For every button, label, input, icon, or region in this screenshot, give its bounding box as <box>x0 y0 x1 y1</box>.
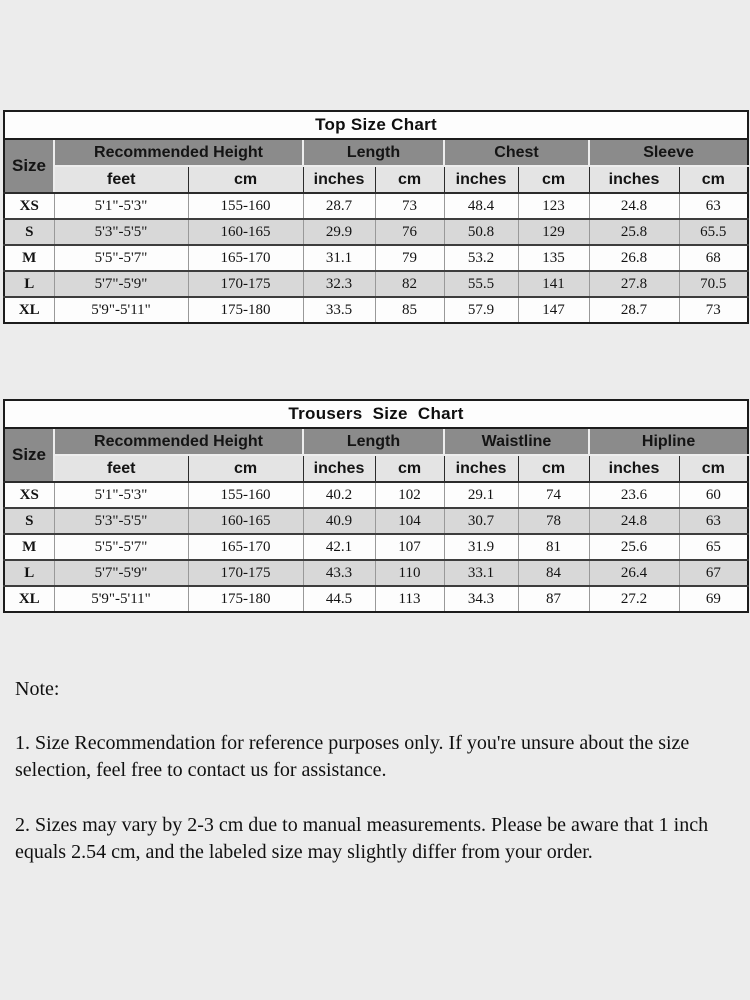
unit-header: cm <box>518 455 589 482</box>
table-cell: 5'3"-5'5" <box>54 219 188 245</box>
table-cell: 27.2 <box>589 586 679 612</box>
table-cell: 5'3"-5'5" <box>54 508 188 534</box>
table-row <box>4 245 748 271</box>
size-cell: L <box>4 560 54 586</box>
top-size-chart-table <box>3 110 749 324</box>
table-row <box>4 508 748 534</box>
table-cell: 165-170 <box>188 245 303 271</box>
table-title: Top Size Chart <box>4 111 748 139</box>
size-cell: S <box>4 508 54 534</box>
table-cell: 43.3 <box>303 560 375 586</box>
table-cell: 68 <box>679 245 748 271</box>
unit-header: inches <box>303 455 375 482</box>
table-cell: 33.5 <box>303 297 375 323</box>
table-cell: 60 <box>679 482 748 508</box>
group-header-chest: Chest <box>444 139 589 166</box>
size-cell: M <box>4 245 54 271</box>
size-cell: XL <box>4 297 54 323</box>
size-cell: M <box>4 534 54 560</box>
table-cell: 170-175 <box>188 271 303 297</box>
group-header-hipline: Hipline <box>589 428 748 455</box>
table-cell: 76 <box>375 219 444 245</box>
table-cell: 81 <box>518 534 589 560</box>
size-cell: XS <box>4 193 54 219</box>
table-cell: 129 <box>518 219 589 245</box>
unit-header: inches <box>589 455 679 482</box>
table-cell: 34.3 <box>444 586 518 612</box>
table-cell: 155-160 <box>188 482 303 508</box>
table-cell: 48.4 <box>444 193 518 219</box>
table-cell: 31.9 <box>444 534 518 560</box>
table-row <box>4 193 748 219</box>
size-column-header: Size <box>4 139 54 193</box>
unit-header: inches <box>303 166 375 193</box>
table-cell: 26.4 <box>589 560 679 586</box>
table-cell: 67 <box>679 560 748 586</box>
table-title: Trousers Size Chart <box>4 400 748 428</box>
note-heading: Note: <box>15 678 60 700</box>
table-cell: 5'5"-5'7" <box>54 245 188 271</box>
size-cell: L <box>4 271 54 297</box>
table-cell: 84 <box>518 560 589 586</box>
table-cell: 175-180 <box>188 586 303 612</box>
size-cell: XS <box>4 482 54 508</box>
table-row <box>4 560 748 586</box>
table-row <box>4 482 748 508</box>
table-row <box>4 219 748 245</box>
group-header-row <box>4 428 748 455</box>
group-header-recommended-height: Recommended Height <box>54 428 303 455</box>
table-cell: 31.1 <box>303 245 375 271</box>
table-row <box>4 586 748 612</box>
unit-header: inches <box>589 166 679 193</box>
table-cell: 33.1 <box>444 560 518 586</box>
table-row <box>4 297 748 323</box>
table-cell: 5'1"-5'3" <box>54 193 188 219</box>
table-cell: 5'9"-5'11" <box>54 297 188 323</box>
table-cell: 87 <box>518 586 589 612</box>
group-header-length: Length <box>303 139 444 166</box>
table-cell: 40.2 <box>303 482 375 508</box>
table-cell: 24.8 <box>589 193 679 219</box>
table-cell: 40.9 <box>303 508 375 534</box>
table-cell: 28.7 <box>589 297 679 323</box>
table-cell: 29.1 <box>444 482 518 508</box>
table-cell: 25.6 <box>589 534 679 560</box>
table-cell: 5'7"-5'9" <box>54 560 188 586</box>
table-cell: 53.2 <box>444 245 518 271</box>
table-cell: 73 <box>375 193 444 219</box>
note-item-1: 1. Size Recommendation for reference purposes only. If you're unsure about the size selection, feel free to contact us for assistance. <box>15 732 690 781</box>
top-size-chart-body <box>4 193 748 323</box>
trousers-size-chart-table <box>3 399 749 613</box>
table-cell: 26.8 <box>589 245 679 271</box>
unit-header: cm <box>375 455 444 482</box>
table-cell: 73 <box>679 297 748 323</box>
table-cell: 24.8 <box>589 508 679 534</box>
table-cell: 29.9 <box>303 219 375 245</box>
title-row <box>4 400 748 428</box>
table-cell: 42.1 <box>303 534 375 560</box>
table-cell: 5'7"-5'9" <box>54 271 188 297</box>
unit-header-row <box>4 166 748 193</box>
size-cell: S <box>4 219 54 245</box>
unit-header: cm <box>188 166 303 193</box>
table-cell: 107 <box>375 534 444 560</box>
table-cell: 74 <box>518 482 589 508</box>
table-cell: 160-165 <box>188 508 303 534</box>
table-cell: 28.7 <box>303 193 375 219</box>
table-cell: 55.5 <box>444 271 518 297</box>
trousers-size-chart-body <box>4 482 748 612</box>
note-item-2: 2. Sizes may vary by 2-3 cm due to manual measurements. Please be aware that 1 inch equals 2.54 cm, and the labeled size may slightly differ from your order. <box>15 814 709 863</box>
title-row <box>4 111 748 139</box>
table-cell: 135 <box>518 245 589 271</box>
table-cell: 63 <box>679 193 748 219</box>
table-row <box>4 534 748 560</box>
table-cell: 78 <box>518 508 589 534</box>
table-cell: 170-175 <box>188 560 303 586</box>
table-cell: 5'9"-5'11" <box>54 586 188 612</box>
group-header-length: Length <box>303 428 444 455</box>
table-cell: 65.5 <box>679 219 748 245</box>
table-cell: 44.5 <box>303 586 375 612</box>
unit-header: feet <box>54 455 188 482</box>
table-cell: 57.9 <box>444 297 518 323</box>
table-cell: 5'1"-5'3" <box>54 482 188 508</box>
group-header-row <box>4 139 748 166</box>
size-cell: XL <box>4 586 54 612</box>
unit-header: cm <box>679 166 748 193</box>
table-cell: 63 <box>679 508 748 534</box>
table-cell: 85 <box>375 297 444 323</box>
unit-header: cm <box>375 166 444 193</box>
table-row <box>4 271 748 297</box>
unit-header: feet <box>54 166 188 193</box>
table-cell: 50.8 <box>444 219 518 245</box>
table-cell: 102 <box>375 482 444 508</box>
size-column-header: Size <box>4 428 54 482</box>
table-cell: 25.8 <box>589 219 679 245</box>
table-cell: 160-165 <box>188 219 303 245</box>
table-cell: 165-170 <box>188 534 303 560</box>
table-cell: 23.6 <box>589 482 679 508</box>
unit-header: cm <box>188 455 303 482</box>
table-cell: 5'5"-5'7" <box>54 534 188 560</box>
table-cell: 69 <box>679 586 748 612</box>
table-cell: 155-160 <box>188 193 303 219</box>
unit-header: inches <box>444 455 518 482</box>
table-cell: 175-180 <box>188 297 303 323</box>
table-cell: 141 <box>518 271 589 297</box>
table-cell: 113 <box>375 586 444 612</box>
table-cell: 82 <box>375 271 444 297</box>
table-cell: 110 <box>375 560 444 586</box>
unit-header: cm <box>518 166 589 193</box>
note-section <box>15 678 741 894</box>
unit-header: cm <box>679 455 748 482</box>
table-cell: 27.8 <box>589 271 679 297</box>
table-cell: 65 <box>679 534 748 560</box>
table-cell: 30.7 <box>444 508 518 534</box>
table-cell: 104 <box>375 508 444 534</box>
table-cell: 147 <box>518 297 589 323</box>
unit-header-row <box>4 455 748 482</box>
group-header-recommended-height: Recommended Height <box>54 139 303 166</box>
table-cell: 79 <box>375 245 444 271</box>
unit-header: inches <box>444 166 518 193</box>
table-cell: 123 <box>518 193 589 219</box>
table-cell: 32.3 <box>303 271 375 297</box>
table-cell: 70.5 <box>679 271 748 297</box>
group-header-waistline: Waistline <box>444 428 589 455</box>
group-header-sleeve: Sleeve <box>589 139 748 166</box>
